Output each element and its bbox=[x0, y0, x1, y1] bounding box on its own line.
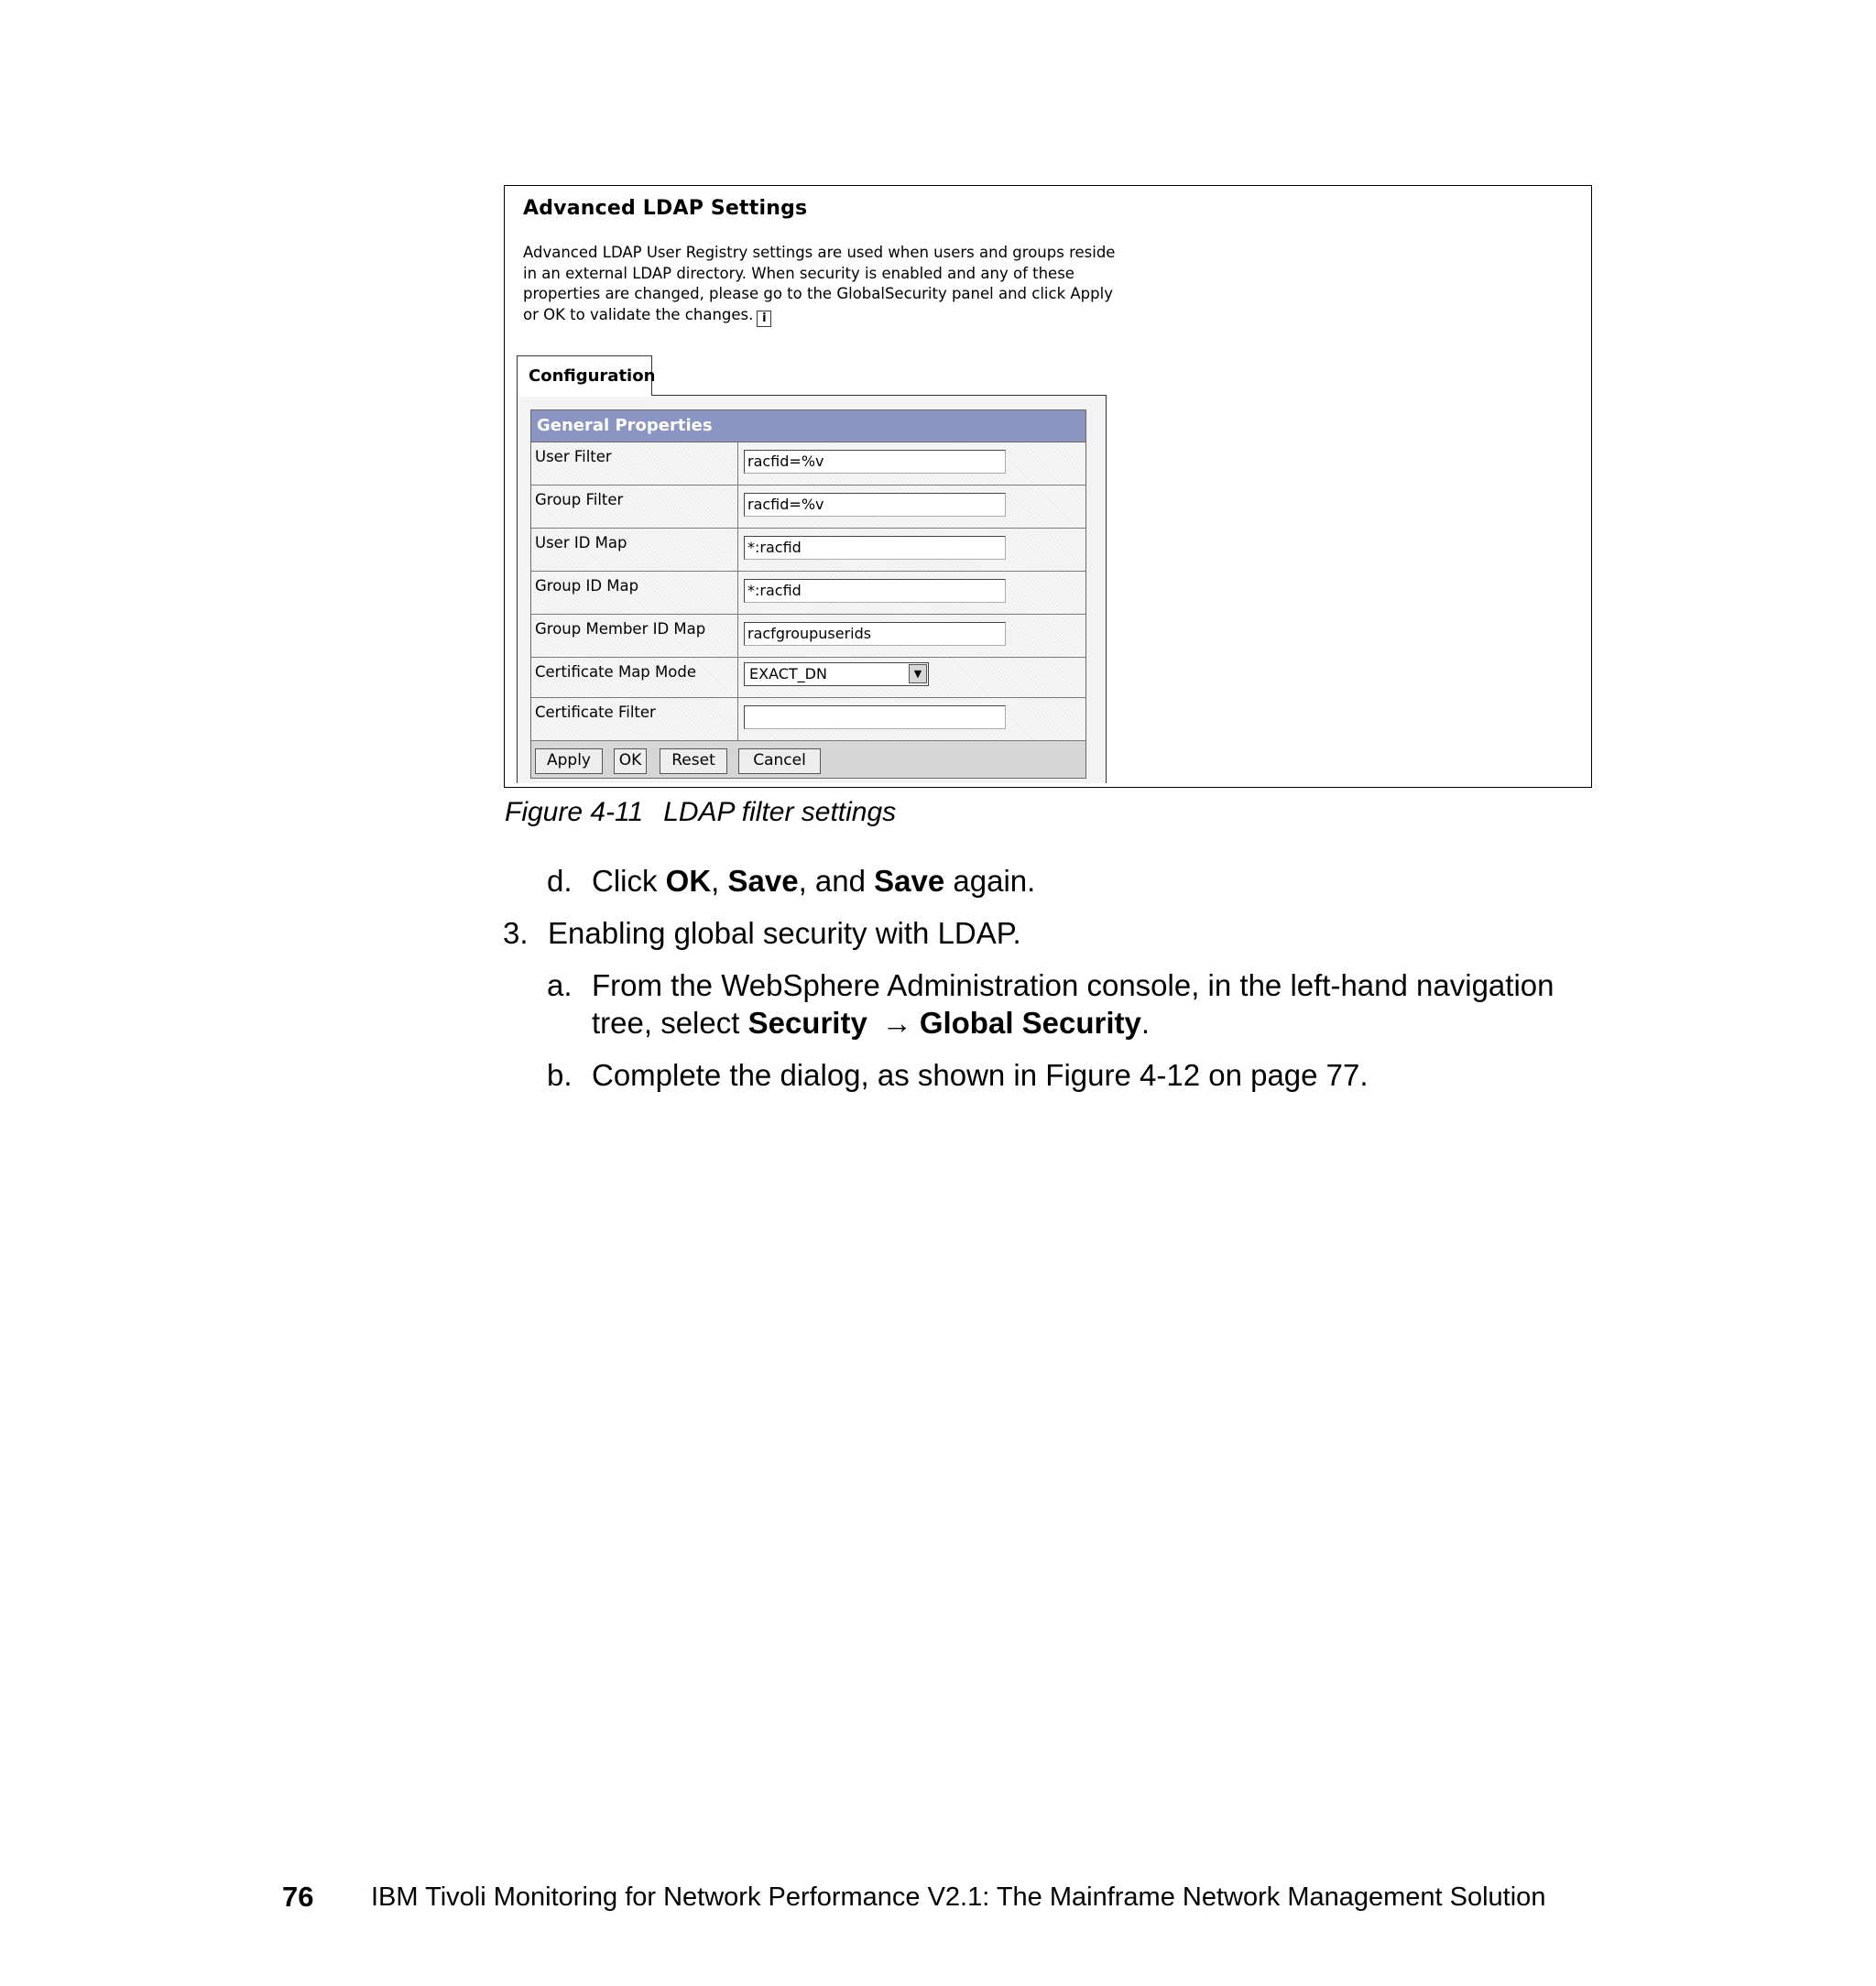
step-d-text-2: , bbox=[711, 864, 728, 898]
ldap-settings-screenshot bbox=[516, 190, 1131, 785]
user-id-map-label: User ID Map bbox=[531, 529, 738, 571]
step-a-text-1: tree, select bbox=[592, 1006, 748, 1040]
figure-frame bbox=[504, 185, 1592, 788]
button-bar bbox=[531, 741, 1085, 778]
figure-caption bbox=[505, 797, 896, 828]
user-filter-label: User Filter bbox=[531, 442, 738, 485]
certificate-map-mode-select[interactable] bbox=[744, 662, 929, 686]
table-row bbox=[531, 442, 1085, 486]
group-id-map-input[interactable]: *:racfid bbox=[744, 579, 1006, 603]
step-b-text: Complete the dialog, as shown in Figure 4-12 on page 77. bbox=[592, 1058, 1369, 1092]
certificate-filter-label: Certificate Filter bbox=[531, 698, 738, 740]
step-d-text bbox=[592, 862, 1035, 900]
tab-configuration[interactable] bbox=[517, 355, 656, 396]
step-d-bold-save: Save bbox=[727, 864, 799, 898]
table-row bbox=[531, 615, 1085, 658]
footer-title: IBM Tivoli Monitoring for Network Performance V2.1: The Mainframe Network Management Solution bbox=[371, 1882, 1546, 1912]
step-a-marker: a. bbox=[547, 968, 573, 1002]
general-properties-header: General Properties bbox=[531, 410, 1085, 442]
certificate-map-mode-label: Certificate Map Mode bbox=[531, 658, 738, 697]
panel-description bbox=[523, 243, 1118, 327]
page-number: 76 bbox=[282, 1881, 314, 1913]
cancel-button[interactable]: Cancel bbox=[738, 748, 821, 774]
group-id-map-label: Group ID Map bbox=[531, 572, 738, 614]
certificate-filter-input[interactable] bbox=[744, 705, 1006, 729]
group-filter-label: Group Filter bbox=[531, 486, 738, 528]
user-filter-input[interactable]: racfid=%v bbox=[744, 450, 1006, 474]
arrow-right-icon: → bbox=[881, 1006, 912, 1040]
step-d-text-3: , and bbox=[798, 864, 875, 898]
step-b-marker: b. bbox=[547, 1058, 573, 1092]
step-d-marker: d. bbox=[547, 864, 573, 898]
step-a-bold-global-security: Global Security bbox=[919, 1006, 1141, 1040]
table-row bbox=[531, 486, 1085, 529]
panel-title: Advanced LDAP Settings bbox=[523, 197, 808, 220]
figure-caption-text: LDAP filter settings bbox=[663, 797, 897, 827]
step-a-text-2: . bbox=[1140, 1006, 1151, 1040]
step-a-line-2 bbox=[592, 1004, 1150, 1042]
step-a-line-1: From the WebSphere Administration console, in the left-hand navigation bbox=[592, 968, 1554, 1002]
apply-button[interactable]: Apply bbox=[535, 748, 603, 774]
step-d-text-1: Click bbox=[592, 864, 666, 898]
info-icon[interactable]: i bbox=[757, 311, 771, 327]
table-row bbox=[531, 572, 1085, 615]
table-row bbox=[531, 529, 1085, 572]
step-d-bold-save-again: Save bbox=[874, 864, 945, 898]
description-text: Advanced LDAP User Registry settings are used when users and groups reside in an external LDAP directory. When security is enabled and any of these properties are changed, please go to the GlobalSecurity panel and click Apply or OK to validate the changes. bbox=[523, 244, 1116, 323]
ok-button[interactable]: OK bbox=[614, 748, 647, 774]
step-3-marker: 3. bbox=[503, 916, 529, 950]
certificate-map-mode-value: EXACT_DN bbox=[749, 665, 827, 682]
group-member-id-map-label: Group Member ID Map bbox=[531, 615, 738, 657]
step-a-bold-security: Security bbox=[747, 1006, 867, 1040]
group-member-id-map-input[interactable]: racfgroupuserids bbox=[744, 622, 1006, 646]
user-id-map-input[interactable]: *:racfid bbox=[744, 536, 1006, 560]
step-d-text-4: again. bbox=[944, 864, 1036, 898]
table-row bbox=[531, 658, 1085, 698]
tab-configuration-label: Configuration bbox=[529, 366, 656, 386]
step-3-text: Enabling global security with LDAP. bbox=[548, 916, 1021, 950]
reset-button[interactable]: Reset bbox=[660, 748, 727, 774]
general-properties-table bbox=[530, 409, 1086, 779]
tab-panel-gap bbox=[518, 394, 651, 397]
step-d-bold-ok: OK bbox=[665, 864, 712, 898]
group-filter-input[interactable]: racfid=%v bbox=[744, 493, 1006, 517]
table-row bbox=[531, 698, 1085, 741]
chevron-down-icon[interactable]: ▼ bbox=[909, 664, 927, 683]
figure-number: Figure 4-11 bbox=[505, 797, 644, 827]
